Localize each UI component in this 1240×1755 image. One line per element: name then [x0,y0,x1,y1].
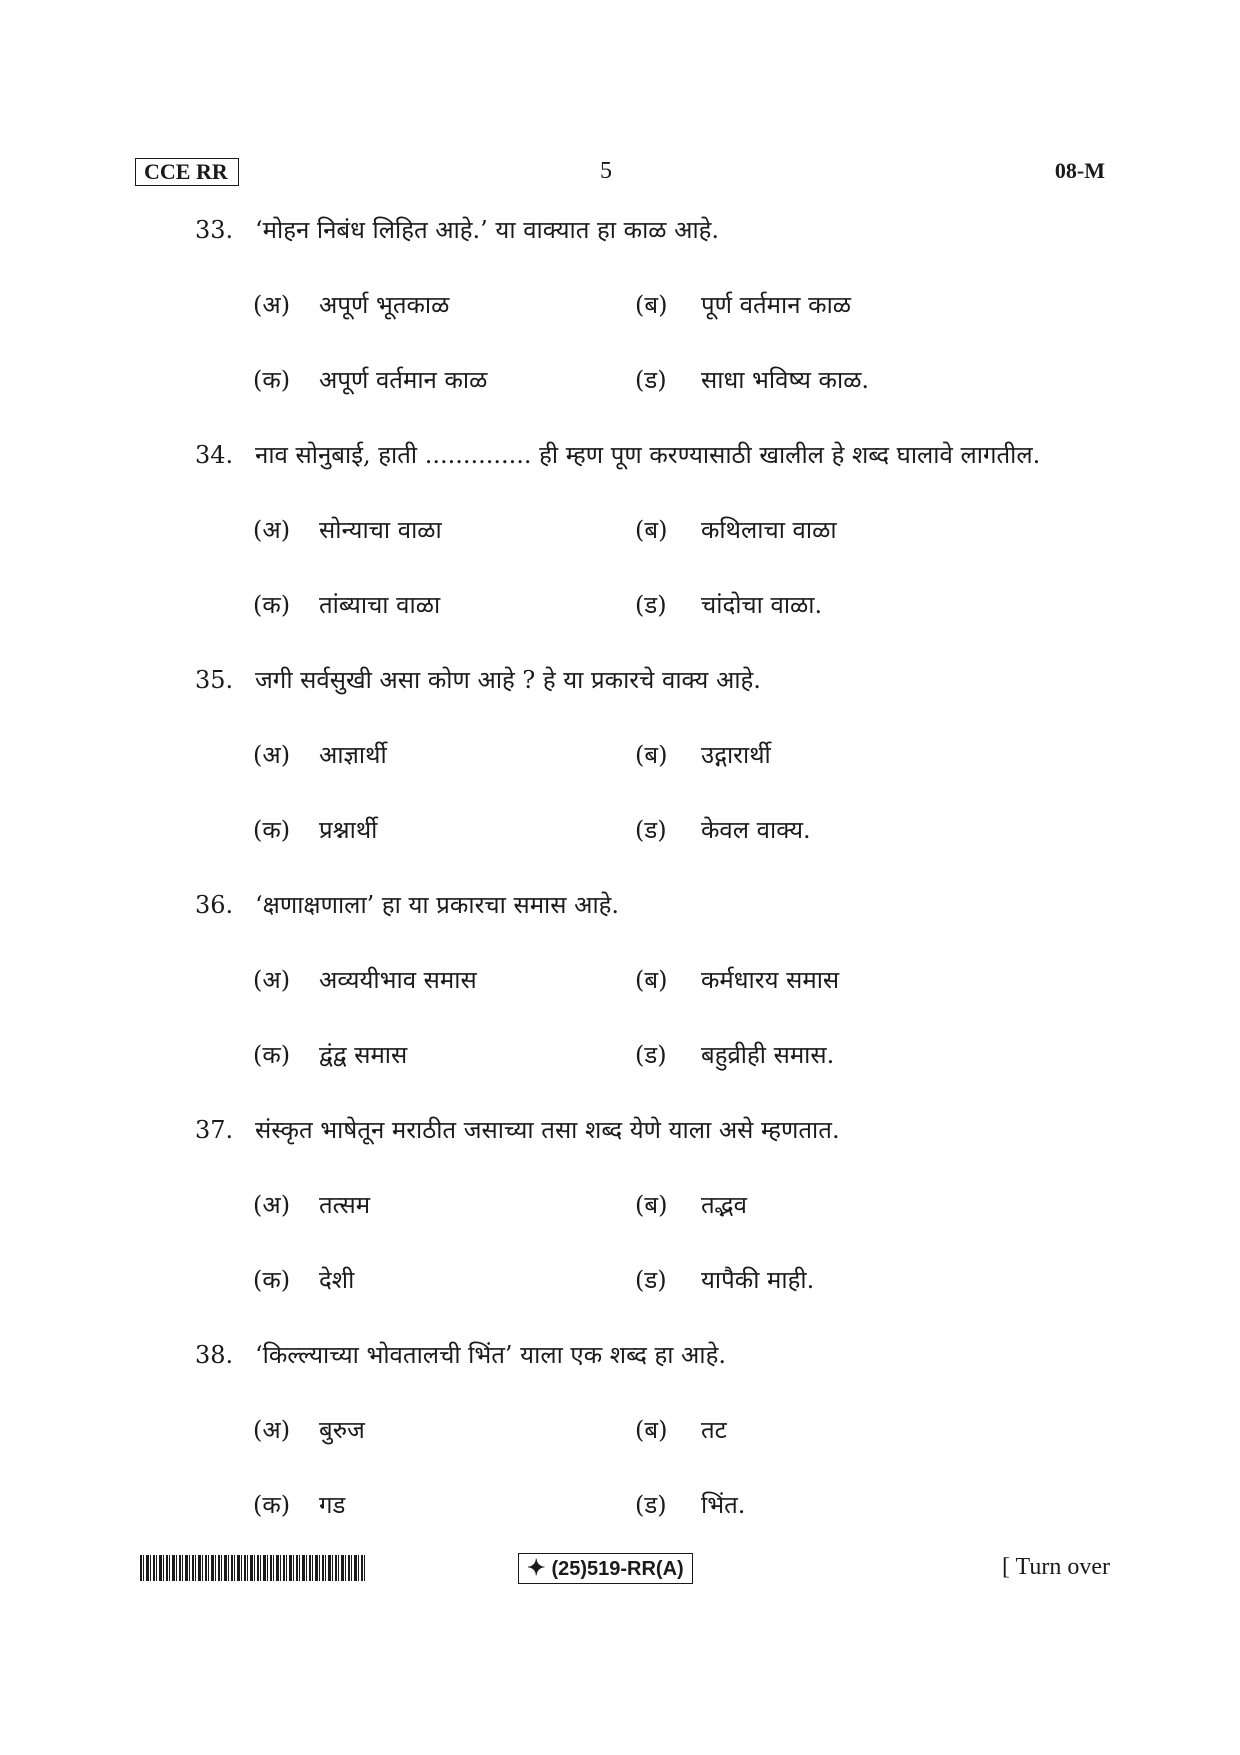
option-mark: (अ) [253,741,291,769]
option-c [253,362,487,398]
option-text: तत्सम [319,1191,371,1219]
booklet-code: (25)519-RR(A) [551,1558,684,1580]
option-mark: (अ) [253,966,291,994]
option-a [253,1187,370,1223]
question-text: ‘किल्ल्याच्या भोवतालची भिंत’ याला एक शब्द हा आहे. [255,1341,726,1369]
paper-code: 08-M [1054,158,1105,183]
option-b [635,1187,747,1223]
booklet-code-box [518,1553,693,1584]
question-text-line [195,1112,840,1148]
option-mark: (अ) [253,1416,291,1444]
option-mark: (क) [253,1041,291,1069]
option-mark: (ड) [635,1041,667,1069]
option-text: आज्ञार्थी [319,741,387,769]
option-text: सोन्याचा वाळा [319,516,442,544]
option-text: कथिलाचा वाळा [701,516,837,544]
question-number: 35. [195,666,234,694]
option-text: बुरुज [319,1416,365,1444]
option-mark: (क) [253,816,291,844]
question-number: 36. [195,891,234,919]
question-number: 33. [195,216,234,244]
option-text: तांब्याचा वाळा [319,591,441,619]
question-35 [195,662,1155,887]
option-text: बहुव्रीही समास. [701,1041,835,1069]
question-text-line [195,437,1040,473]
option-d [635,1262,814,1298]
option-text: कर्मधारय समास [701,966,840,994]
option-d [635,362,869,398]
question-number: 34. [195,441,234,469]
turn-over-note: [ Turn over [1001,1554,1110,1580]
option-text: चांदोचा वाळा. [701,591,823,619]
question-text-line [195,887,619,923]
option-b [635,512,837,548]
option-d [635,587,822,623]
option-text: उद्गारार्थी [701,741,771,769]
page-number: 5 [600,158,612,184]
question-list [195,212,1155,1562]
option-c [253,1262,354,1298]
option-b [635,287,851,323]
option-text: साधा भविष्य काळ. [701,366,870,394]
option-text: अव्ययीभाव समास [319,966,477,994]
option-b [635,737,771,773]
option-mark: (ब) [635,1191,668,1219]
option-text: गड [319,1491,346,1519]
option-c [253,812,377,848]
option-mark: (ड) [635,366,667,394]
option-b [635,1412,727,1448]
option-mark: (अ) [253,291,291,319]
option-mark: (ड) [635,1266,667,1294]
option-c [253,1037,407,1073]
question-34 [195,437,1155,662]
option-text: अपूर्ण भूतकाळ [319,291,450,319]
option-text: देशी [319,1266,355,1294]
option-mark: (ड) [635,1491,667,1519]
option-text: प्रश्नार्थी [319,816,378,844]
question-33 [195,212,1155,437]
option-d [635,1487,745,1523]
option-text: भिंत. [701,1491,746,1519]
question-text-line [195,212,719,248]
option-a [253,1412,365,1448]
option-mark: (क) [253,1491,291,1519]
question-text: जगी सर्वसुखी असा कोण आहे ? हे या प्रकारचे वाक्य आहे. [255,666,761,694]
option-c [253,1487,345,1523]
star-icon: ✦ [527,1555,546,1580]
option-mark: (ड) [635,591,667,619]
option-mark: (ब) [635,1416,668,1444]
option-mark: (ड) [635,816,667,844]
page-footer [140,1553,1110,1593]
option-a [253,512,442,548]
option-mark: (क) [253,366,291,394]
option-mark: (क) [253,1266,291,1294]
option-text: तद्भव [701,1191,747,1219]
option-a [253,962,477,998]
barcode [140,1555,365,1581]
option-c [253,587,440,623]
option-mark: (क) [253,591,291,619]
question-number: 38. [195,1341,234,1369]
option-text: तट [701,1416,727,1444]
question-text: नाव सोनुबाई, हाती .............. ही म्हण पूण करण्यासाठी खालील हे शब्द घालावे लागतील. [255,441,1041,469]
question-37 [195,1112,1155,1337]
question-36 [195,887,1155,1112]
question-38 [195,1337,1155,1562]
option-a [253,287,449,323]
option-a [253,737,387,773]
question-text: ‘मोहन निबंध लिहित आहे.’ या वाक्यात हा काळ आहे. [255,216,720,244]
option-d [635,1037,834,1073]
exam-code-box: CCE RR [135,158,239,186]
question-number: 37. [195,1116,234,1144]
option-mark: (ब) [635,291,668,319]
page-header [135,158,1105,188]
option-mark: (अ) [253,516,291,544]
option-mark: (ब) [635,516,668,544]
question-text: संस्कृत भाषेतून मराठीत जसाच्या तसा शब्द येणे याला असे म्हणतात. [255,1116,840,1144]
option-mark: (अ) [253,1191,291,1219]
option-text: पूर्ण वर्तमान काळ [701,291,852,319]
option-mark: (ब) [635,966,668,994]
option-mark: (ब) [635,741,668,769]
option-d [635,812,811,848]
option-text: यापैकी माही. [701,1266,815,1294]
question-text-line [195,1337,726,1373]
option-b [635,962,839,998]
option-text: द्वंद्व समास [319,1041,408,1069]
option-text: केवल वाक्य. [701,816,811,844]
option-text: अपूर्ण वर्तमान काळ [319,366,488,394]
question-text-line [195,662,761,698]
question-text: ‘क्षणाक्षणाला’ हा या प्रकारचा समास आहे. [255,891,620,919]
